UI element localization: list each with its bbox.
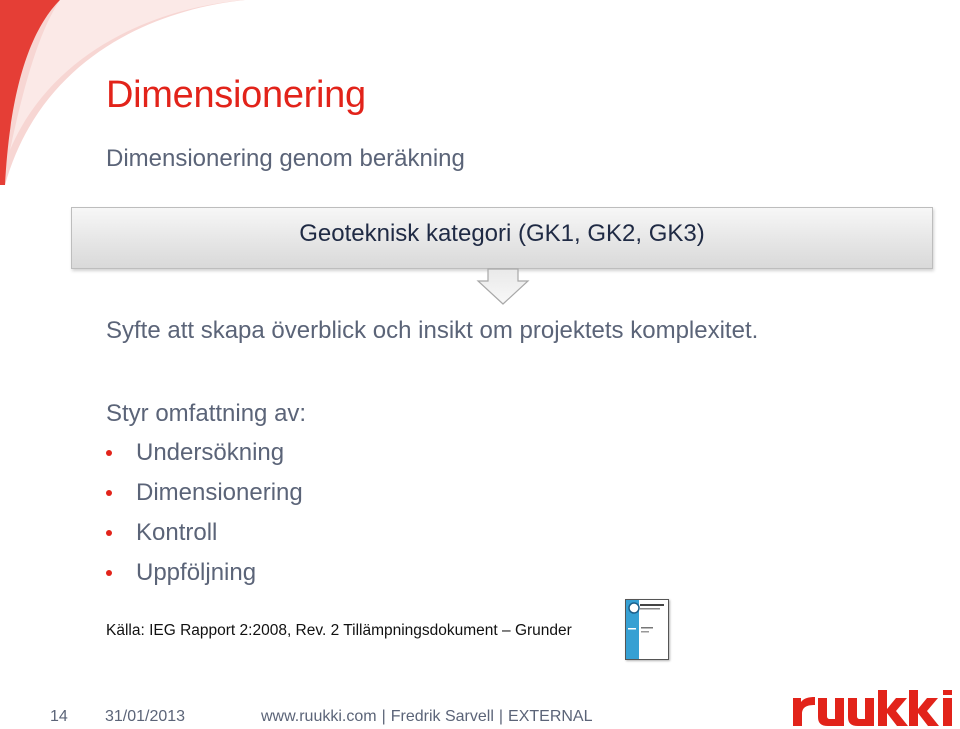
report-cover-icon: [626, 600, 668, 659]
steers-list: [106, 437, 303, 597]
slide-title: Dimensionering: [106, 74, 366, 116]
purpose-text: Syfte att skapa överblick och insikt om projektets komplexitet.: [106, 317, 759, 344]
steers-heading: Styr omfattning av:: [106, 400, 307, 427]
footer-website: www.ruukki.com: [261, 708, 377, 725]
source-citation: Källa: IEG Rapport 2:2008, Rev. 2 Tillämpningsdokument – Grunder: [106, 622, 572, 639]
geotechnical-category-box: [71, 207, 933, 269]
down-arrow-icon: [476, 268, 530, 306]
ruukki-logo: [793, 690, 957, 728]
slide-subtitle: Dimensionering genom beräkning: [106, 145, 465, 172]
bullet-icon: [106, 530, 112, 536]
list-item: Kontroll: [106, 517, 303, 557]
geotechnical-category-label: Geoteknisk kategori (GK1, GK2, GK3): [299, 220, 705, 247]
page-number: 14: [50, 708, 68, 725]
list-item: Uppföljning: [106, 557, 303, 597]
footer-date: 31/01/2013: [105, 708, 186, 725]
footer-classification: EXTERNAL: [508, 708, 593, 725]
bullet-icon: [106, 490, 112, 496]
list-item: Dimensionering: [106, 477, 303, 517]
list-item: Undersökning: [106, 437, 303, 477]
footer-info: [261, 708, 593, 726]
bullet-icon: [106, 450, 112, 456]
report-thumbnail-image: [625, 599, 669, 660]
footer-separator: |: [381, 708, 386, 725]
footer-separator: |: [498, 708, 504, 725]
bullet-icon: [106, 570, 112, 576]
footer-author: Fredrik Sarvell: [390, 708, 494, 725]
